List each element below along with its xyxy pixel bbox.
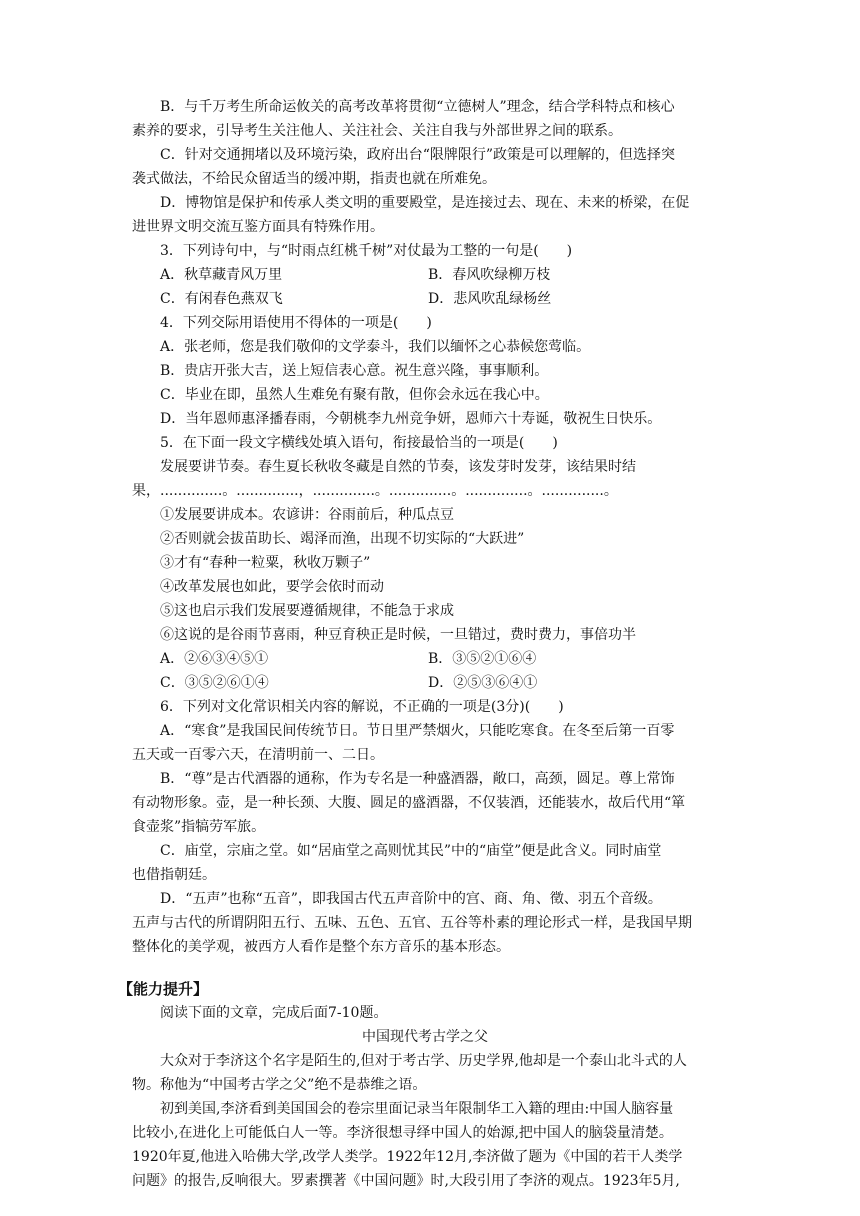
question-6: 6．下列对文化常识相关内容的解说，不正确的一项是(3分)( ) <box>160 699 564 715</box>
q5-option-d: D．②⑤③⑥④① <box>428 675 538 691</box>
option-c-line-1: C．针对交通拥堵以及环境污染，政府出台“限牌限行”政策是可以理解的，但选择突 <box>160 147 676 163</box>
article-title: 中国现代考古学之父 <box>362 1029 488 1045</box>
option-d-line-1: D．博物馆是保护和传承人类文明的重要殿堂，是连接过去、现在、未来的桥梁，在促 <box>160 195 690 211</box>
reading-instruction: 阅读下面的文章，完成后面7-10题。 <box>160 1005 388 1021</box>
q6-option-d-line-1: D．“五声”也称“五音”，即我国古代五声音阶中的宫、商、角、徵、羽五个音级。 <box>160 891 662 907</box>
q5-option-b: B．③⑤②①⑥④ <box>428 651 537 667</box>
question-3: 3．下列诗句中，与“时雨点红桃千树”对仗最为工整的一句是( ) <box>160 243 573 259</box>
q3-option-b: B．春风吹绿柳万枝 <box>428 267 551 283</box>
q4-option-d: D．当年恩师惠泽播春雨，今朝桃李九州竞争妍，恩师六十寿诞，敬祝生日快乐。 <box>160 411 662 427</box>
q6-option-d-line-3: 整体化的美学观，被西方人看作是整个东方音乐的基本形态。 <box>132 939 510 955</box>
q5-option-a: A．②⑥③④⑤① <box>160 651 269 667</box>
q3-option-a: A．秋草藏青风万里 <box>160 267 283 283</box>
q5-sentence-5: ⑤这也启示我们发展要遵循规律，不能急于求成 <box>160 603 454 619</box>
q5-sentence-1: ①发展要讲成本。农谚讲：谷雨前后，种瓜点豆 <box>160 507 454 523</box>
q6-option-b-line-2: 有动物形象。壶，是一种长颈、大腹、圆足的盛酒器，不仅装酒，还能装水，故后代用“箪 <box>132 795 686 811</box>
q3-option-c: C．有闲春色燕双飞 <box>160 291 283 307</box>
q5-sentence-6: ⑥这说的是谷雨节喜雨，种豆育秧正是时候，一旦错过，费时费力，事倍功半 <box>160 627 636 643</box>
q5-passage-line-2: 果，..............。..............，..............。..............。..............。..............。 <box>132 483 618 499</box>
q5-sentence-2: ②否则就会拔苗助长、竭泽而渔，出现不切实际的“大跃进” <box>160 531 525 547</box>
question-5: 5．在下面一段文字横线处填入语句，衔接最恰当的一项是( ) <box>160 435 558 451</box>
section-heading: 【能力提升】 <box>118 980 209 998</box>
q4-option-a: A．张老师，您是我们敬仰的文学泰斗，我们以缅怀之心恭候您莺临。 <box>160 339 591 355</box>
article-p1-line-2: 物。称他为“中国考古学之父”绝不是恭维之语。 <box>132 1077 427 1093</box>
q5-passage-line-1: 发展要讲节奏。春生夏长秋收冬藏是自然的节奏，该发芽时发芽，该结果时结 <box>160 459 636 475</box>
q3-option-d: D．悲风吹乱绿杨丝 <box>428 291 552 307</box>
question-4: 4．下列交际用语使用不得体的一项是( ) <box>160 315 432 331</box>
q6-option-a-line-1: A．“寒食”是我国民间传统节日。节日里严禁烟火，只能吃寒食。在冬至后第一百零 <box>160 723 675 739</box>
option-c-line-2: 袭式做法，不给民众留适当的缓冲期，指责也就在所难免。 <box>132 171 496 187</box>
q6-option-b-line-3: 食壶浆”指犒劳军旅。 <box>132 819 266 835</box>
option-d-line-2: 进世界文明交流互鉴方面具有特殊作用。 <box>132 219 384 235</box>
q5-option-c: C．③⑤②⑥①④ <box>160 675 269 691</box>
article-p2-line-3: 1920年夏,他进入哈佛大学,改学人类学。1922年12月,李济做了题为《中国的若干人类学 <box>132 1149 683 1165</box>
q6-option-c-line-1: C．庙堂，宗庙之堂。如“居庙堂之高则忧其民”中的“庙堂”便是此含义。同时庙堂 <box>160 843 662 859</box>
article-p1-line-1: 大众对于李济这个名字是陌生的,但对于考古学、历史学界,他却是一个泰山北斗式的人 <box>160 1053 687 1069</box>
q5-sentence-4: ④改革发展也如此，要学会依时而动 <box>160 579 384 595</box>
q6-option-d-line-2: 五声与古代的所谓阴阳五行、五味、五色、五官、五谷等朴素的理论形式一样，是我国早期 <box>132 915 692 931</box>
q4-option-b: B．贵店开张大吉，送上短信表心意。祝生意兴隆，事事顺利。 <box>160 363 549 379</box>
article-p2-line-1: 初到美国,李济看到美国国会的卷宗里面记录当年限制华工入籍的理由:中国人脑容量 <box>160 1101 674 1117</box>
q6-option-b-line-1: B．“尊”是古代酒器的通称，作为专名是一种盛酒器，敞口，高颈，圆足。尊上常饰 <box>160 771 675 787</box>
option-b-line-1: B．与千万考生所命运攸关的高考改革将贯彻“立德树人”理念，结合学科特点和核心 <box>160 99 675 115</box>
option-b-line-2: 素养的要求，引导考生关注他人、关注社会、关注自我与外部世界之间的联系。 <box>132 123 622 139</box>
q6-option-a-line-2: 五天或一百零六天，在清明前一、二日。 <box>132 747 384 763</box>
q5-sentence-3: ③才有“春种一粒粟，秋收万颗子” <box>160 555 371 571</box>
article-p2-line-4: 问题》的报告,反响很大。罗素撰著《中国问题》时,大段引用了李济的观点。1923年5月, <box>132 1173 680 1189</box>
article-p2-line-2: 比较小,在进化上可能低白人一等。李济很想寻绎中国人的始源,把中国人的脑袋量清楚。 <box>132 1125 673 1141</box>
q6-option-c-line-2: 也借指朝廷。 <box>132 867 216 883</box>
q4-option-c: C．毕业在即，虽然人生难免有聚有散，但你会永远在我心中。 <box>160 387 549 403</box>
